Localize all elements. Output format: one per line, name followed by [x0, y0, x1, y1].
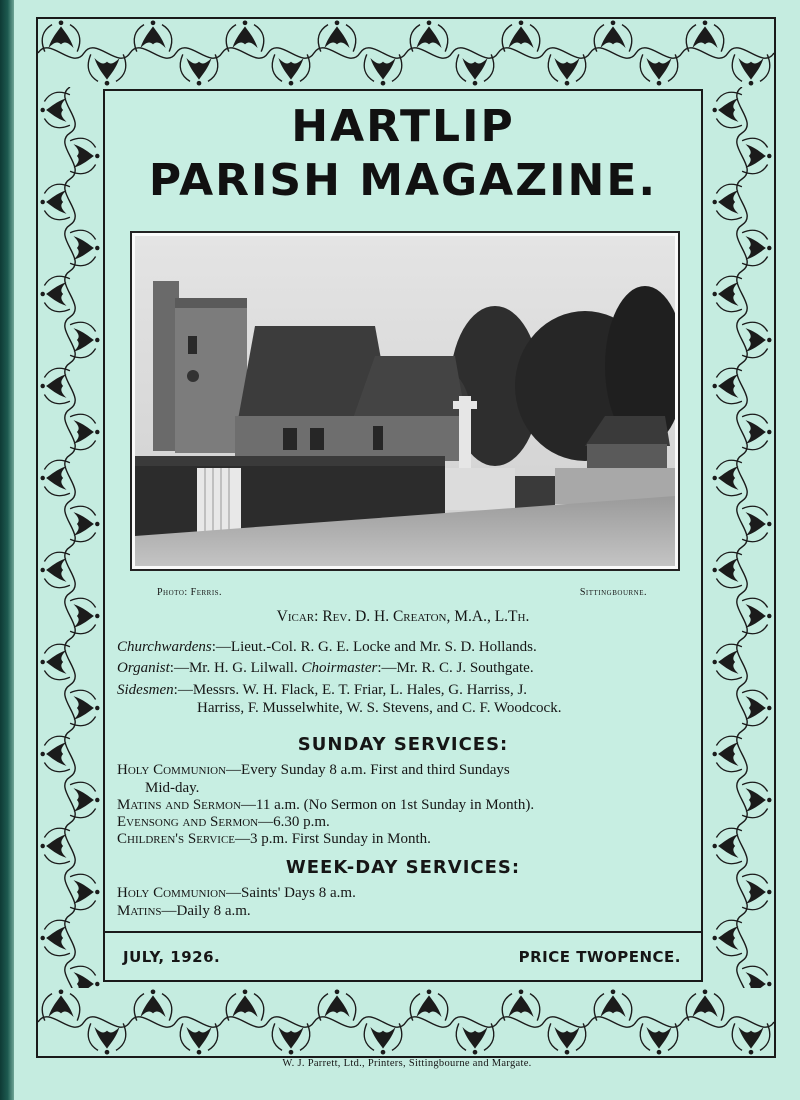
photo-credit-photographer: Photo: Ferris. [157, 587, 223, 598]
weekday-service-item [117, 902, 697, 920]
masthead [105, 101, 701, 209]
vicar-line [105, 608, 701, 626]
service-name: Holy Communion [117, 762, 227, 778]
photo-credit-location: Sittingbourne. [579, 587, 647, 598]
floral-border-bottom [38, 988, 774, 1056]
choirmaster-label: Choirmaster [301, 660, 378, 676]
church-photo-image [135, 236, 675, 566]
vicar-name: Rev. D. H. Creaton, M.A., L.Th. [322, 608, 530, 625]
footer-divider [105, 931, 701, 933]
floral-ornament-icon [38, 988, 774, 1056]
churchwardens-line [117, 638, 697, 656]
sidesmen-names-1: :—Messrs. W. H. Flack, E. T. Friar, L. Hales, G. Harriss, J. [173, 682, 528, 698]
organist-label: Organist [117, 660, 170, 676]
magazine-cover [14, 0, 800, 1100]
floral-ornament-icon [38, 19, 774, 87]
sunday-service-item [117, 796, 697, 814]
sunday-service-item [117, 779, 697, 797]
sunday-service-item [117, 761, 697, 779]
church-photograph [130, 231, 680, 571]
service-name: Holy Communion [117, 885, 227, 901]
service-detail: —11 a.m. (No Sermon on 1st Sunday in Month). [240, 797, 535, 813]
sunday-services-heading: SUNDAY SERVICES: [297, 734, 509, 755]
service-name: Children's Service [117, 831, 236, 847]
organist-name: :—Mr. H. G. Lilwall. [169, 660, 298, 676]
choirmaster-name: :—Mr. R. C. J. Southgate. [377, 660, 534, 676]
weekday-service-item [117, 884, 697, 902]
service-detail: —Daily 8 a.m. [161, 903, 251, 919]
service-detail: —6.30 p.m. [258, 814, 330, 830]
service-detail: Mid-day. [145, 780, 200, 796]
service-name: Evensong and Sermon [117, 814, 259, 830]
binding-spine [0, 0, 14, 1100]
floral-border-top [38, 19, 774, 87]
sunday-service-item [117, 813, 697, 831]
content-panel [103, 89, 703, 982]
printer-imprint: W. J. Parrett, Ltd., Printers, Sittingbourne and Margate. [282, 1058, 532, 1069]
masthead-title-line2: PARISH MAGAZINE. [148, 155, 658, 206]
vicar-label: Vicar: [276, 608, 319, 625]
floral-border-right [710, 87, 774, 988]
sidesmen-names-2: Harriss, F. Musselwhite, W. S. Stevens, and C. F. Woodcock. [197, 700, 562, 716]
weekday-services-heading: WEEK-DAY SERVICES: [285, 857, 521, 878]
issue-price: PRICE TWOPENCE. [518, 948, 681, 966]
sidesmen-line [117, 681, 697, 699]
masthead-title-line1: HARTLIP [291, 101, 515, 152]
churchwardens-label: Churchwardens [117, 639, 212, 655]
organist-line [117, 659, 697, 677]
sidesmen-label: Sidesmen [117, 682, 174, 698]
service-detail: —Saints' Days 8 a.m. [226, 885, 356, 901]
floral-ornament-icon [710, 87, 774, 988]
sunday-service-item [117, 830, 697, 848]
service-name: Matins and Sermon [117, 797, 241, 813]
service-detail: —3 p.m. First Sunday in Month. [235, 831, 431, 847]
floral-border-left [38, 87, 102, 988]
issue-date: JULY, 1926. [123, 948, 221, 966]
churchwardens-names: :—Lieut.-Col. R. G. E. Locke and Mr. S. D. Hollands. [211, 639, 537, 655]
floral-ornament-icon [38, 87, 102, 988]
service-detail: —Every Sunday 8 a.m. First and third Sundays [226, 762, 510, 778]
service-name: Matins [117, 903, 162, 919]
